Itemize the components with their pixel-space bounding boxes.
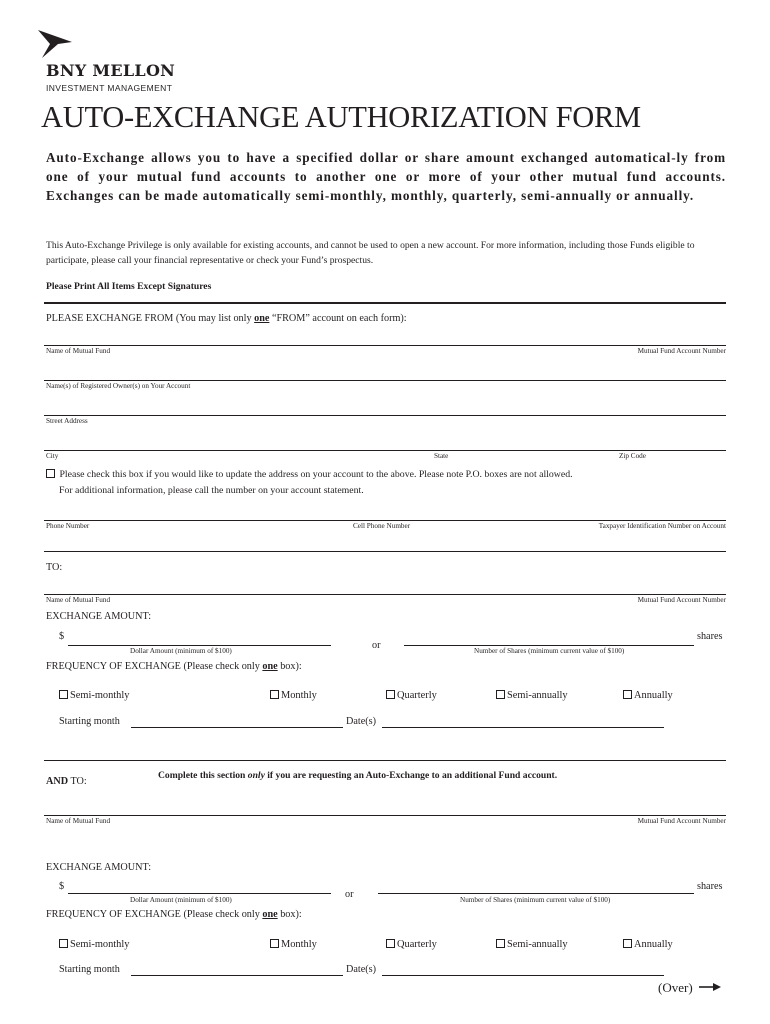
from-cell-label: Cell Phone Number — [353, 522, 411, 530]
to-freq-annually[interactable]: Annually — [623, 690, 673, 701]
to-dates-label: Date(s) — [346, 716, 376, 727]
to-freq-semi-annually[interactable]: Semi-annually — [496, 690, 568, 701]
from-city-label: City — [46, 452, 59, 460]
and-to-freq-semi-monthly-checkbox[interactable] — [59, 939, 68, 948]
from-fund-name-label: Name of Mutual Fund — [46, 347, 111, 355]
and-to-starting-month-field[interactable] — [131, 975, 343, 976]
and-to-account-number-label: Mutual Fund Account Number — [637, 817, 726, 825]
to-dollar-amount-label: Dollar Amount (minimum of $100) — [130, 647, 232, 655]
to-fund-name-label: Name of Mutual Fund — [46, 596, 111, 604]
to-shares-unit: shares — [697, 631, 723, 642]
to-starting-month-label: Starting month — [59, 716, 120, 727]
to-freq-monthly-checkbox[interactable] — [270, 690, 279, 699]
section-divider — [44, 302, 726, 304]
and-to-freq-quarterly-checkbox[interactable] — [386, 939, 395, 948]
to-starting-month-field[interactable] — [131, 727, 343, 728]
bny-mellon-arrow-logo-icon — [38, 30, 72, 58]
and-to-dollar-amount-label: Dollar Amount (minimum of $100) — [130, 896, 232, 904]
to-shares-field[interactable] — [404, 645, 694, 646]
brand-name: BNY MELLON — [46, 61, 176, 80]
and-to-freq-monthly-checkbox[interactable] — [270, 939, 279, 948]
to-freq-monthly[interactable]: Monthly — [270, 690, 317, 701]
and-to-starting-month-label: Starting month — [59, 964, 120, 975]
from-phone-field[interactable] — [44, 520, 726, 521]
to-shares-label: Number of Shares (minimum current value of $100) — [474, 647, 625, 655]
from-owners-field[interactable] — [44, 380, 726, 381]
brand-division: INVESTMENT MANAGEMENT — [46, 83, 173, 93]
and-to-freq-semi-monthly[interactable]: Semi-monthly — [59, 939, 129, 950]
to-or-label: or — [372, 640, 381, 651]
and-to-dates-field[interactable] — [382, 975, 664, 976]
to-freq-semi-monthly[interactable]: Semi-monthly — [59, 690, 129, 701]
address-update-option — [46, 469, 573, 480]
right-arrow-icon — [699, 982, 721, 992]
address-update-text: Please check this box if you would like to update the address on your account to the above. Please note P.O. boxes are not allowed. — [59, 469, 573, 480]
and-to-instruction: Complete this section only if you are requesting an Auto-Exchange to an additional Fund account. — [158, 770, 558, 781]
print-notice: Please Print All Items Except Signatures — [46, 281, 212, 292]
from-phone-label: Phone Number — [46, 522, 90, 530]
to-heading: TO: — [46, 562, 63, 573]
from-account-number-label: Mutual Fund Account Number — [637, 347, 726, 355]
from-owners-label: Name(s) of Registered Owner(s) on Your Account — [46, 382, 191, 390]
and-to-dollar-amount-field[interactable] — [68, 893, 331, 894]
from-fund-name-field[interactable] — [44, 345, 726, 346]
to-dates-field[interactable] — [382, 727, 664, 728]
and-to-shares-field[interactable] — [378, 893, 694, 894]
and-to-freq-monthly[interactable]: Monthly — [270, 939, 317, 950]
from-tin-label: Taxpayer Identification Number on Account — [598, 522, 726, 530]
to-dollar-sign: $ — [59, 631, 65, 642]
and-to-dollar-sign: $ — [59, 881, 65, 892]
from-city-state-zip-field[interactable] — [44, 450, 726, 451]
and-to-freq-annually-checkbox[interactable] — [623, 939, 632, 948]
to-dollar-amount-field[interactable] — [68, 645, 331, 646]
address-update-text-2: For additional information, please call the number on your account statement. — [59, 485, 364, 496]
and-to-fund-name-field[interactable] — [44, 815, 726, 816]
to-freq-quarterly[interactable]: Quarterly — [386, 690, 437, 701]
and-to-dates-label: Date(s) — [346, 964, 376, 975]
from-street-label: Street Address — [46, 417, 88, 425]
from-state-label: State — [434, 452, 449, 460]
to-freq-semi-monthly-checkbox[interactable] — [59, 690, 68, 699]
to-fund-name-field[interactable] — [44, 594, 726, 595]
from-street-field[interactable] — [44, 415, 726, 416]
and-to-freq-semi-annually-checkbox[interactable] — [496, 939, 505, 948]
to-freq-annually-checkbox[interactable] — [623, 690, 632, 699]
eligibility-note: This Auto-Exchange Privilege is only available for existing accounts, and cannot be used to open a new account. For more information, including those Funds eligible to participate, please call your financial representative or check your Fund’s prospectus. — [46, 240, 695, 266]
to-account-number-label: Mutual Fund Account Number — [637, 596, 726, 604]
and-to-or-label: or — [345, 889, 354, 900]
and-to-heading: AND TO: — [46, 776, 87, 787]
and-to-freq-quarterly[interactable]: Quarterly — [386, 939, 437, 950]
to-amount-heading: EXCHANGE AMOUNT: — [46, 611, 152, 622]
from-heading: PLEASE EXCHANGE FROM (You may list only one “FROM” account on each form): — [46, 313, 407, 324]
from-zip-label: Zip Code — [619, 452, 646, 460]
to-freq-quarterly-checkbox[interactable] — [386, 690, 395, 699]
and-to-frequency-heading: FREQUENCY OF EXCHANGE (Please check only one box): — [46, 909, 302, 920]
to-frequency-heading: FREQUENCY OF EXCHANGE (Please check only one box): — [46, 661, 302, 672]
and-to-shares-unit: shares — [697, 881, 723, 892]
address-update-checkbox[interactable] — [46, 469, 55, 478]
and-to-freq-semi-annually[interactable]: Semi-annually — [496, 939, 568, 950]
intro-paragraph: Auto-Exchange allows you to have a specified dollar or share amount exchanged automatical-ly from one of your mutual fund accounts to another one or more of your other mutual fund accounts. Exchanges can be made automatically semi-monthly, monthly, quarterly, semi-annually or annually. — [46, 150, 726, 203]
and-to-amount-heading: EXCHANGE AMOUNT: — [46, 862, 152, 873]
and-to-fund-name-label: Name of Mutual Fund — [46, 817, 111, 825]
over-indicator — [658, 980, 721, 996]
to-freq-semi-annually-checkbox[interactable] — [496, 690, 505, 699]
section-divider-thin — [44, 551, 726, 552]
section-divider-thin-2 — [44, 760, 726, 761]
and-to-freq-annually[interactable]: Annually — [623, 939, 673, 950]
form-title: AUTO-EXCHANGE AUTHORIZATION FORM — [41, 100, 641, 134]
and-to-shares-label: Number of Shares (minimum current value of $100) — [460, 896, 611, 904]
over-label: (Over) — [658, 980, 693, 995]
